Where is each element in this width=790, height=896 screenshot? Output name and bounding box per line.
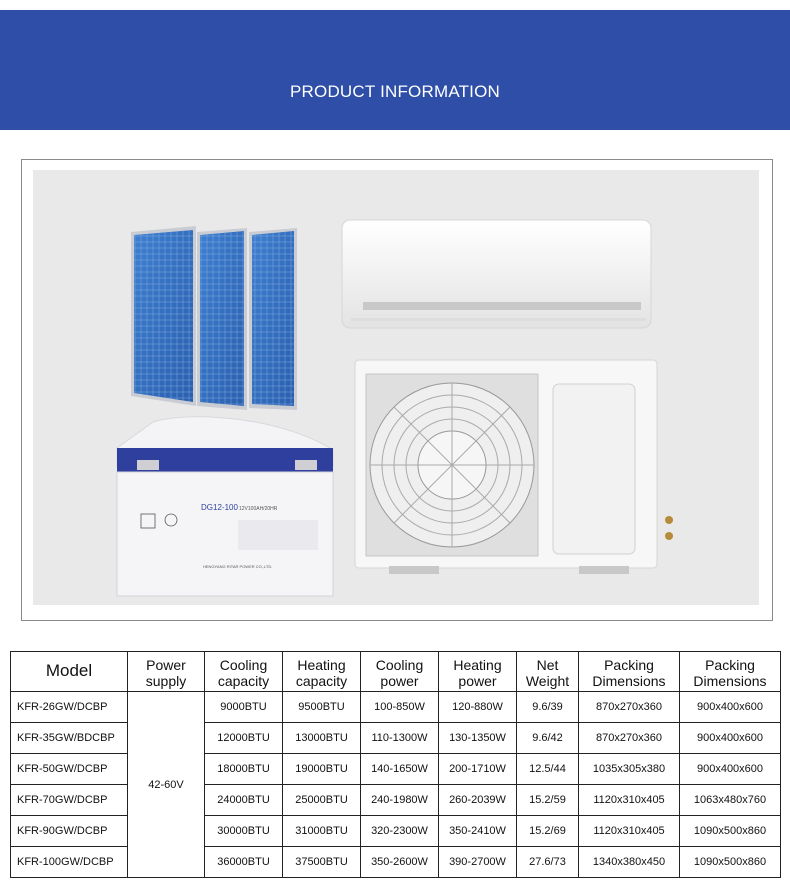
cell-heating-power: 130-1350W (439, 723, 517, 754)
battery-model-label: DG12-100 (201, 503, 238, 512)
cell-packing-2: 1090x500x860 (680, 847, 781, 878)
cell-heating-power: 350-2410W (439, 816, 517, 847)
cell-cooling-power: 350-2600W (361, 847, 439, 878)
cell-packing-2: 900x400x600 (680, 723, 781, 754)
header-heating-power: Heating power (439, 652, 517, 692)
product-photo (33, 170, 759, 605)
cell-cooling-capacity: 12000BTU (205, 723, 283, 754)
cell-packing-2: 900x400x600 (680, 692, 781, 723)
cell-cooling-power: 240-1980W (361, 785, 439, 816)
cell-packing-1: 1340x380x450 (579, 847, 680, 878)
header-banner (0, 10, 790, 130)
cell-cooling-capacity: 18000BTU (205, 754, 283, 785)
cell-model: KFR-26GW/DCBP (11, 692, 128, 723)
page-title: PRODUCT INFORMATION (290, 82, 500, 101)
cell-net-weight: 15.2/59 (517, 785, 579, 816)
cell-heating-capacity: 25000BTU (283, 785, 361, 816)
solar-panel-1 (131, 226, 196, 406)
cell-packing-1: 1120x310x405 (579, 816, 680, 847)
cell-heating-capacity: 9500BTU (283, 692, 361, 723)
battery-maker-label: HENGYANG RITAR POWER CO.,LTD. (203, 564, 273, 569)
cell-model: KFR-70GW/DCBP (11, 785, 128, 816)
cell-cooling-power: 320-2300W (361, 816, 439, 847)
cell-heating-capacity: 13000BTU (283, 723, 361, 754)
cell-net-weight: 15.2/69 (517, 816, 579, 847)
cell-model: KFR-100GW/DCBP (11, 847, 128, 878)
cell-heating-capacity: 31000BTU (283, 816, 361, 847)
cell-net-weight: 27.6/73 (517, 847, 579, 878)
table-row (11, 723, 781, 754)
solar-panel-3 (249, 228, 297, 410)
cell-model: KFR-90GW/DCBP (11, 816, 128, 847)
product-image-frame (21, 159, 773, 621)
battery-rating-label: 12V100AH/20HR (239, 506, 278, 512)
cell-heating-power: 390-2700W (439, 847, 517, 878)
table-header-row (11, 652, 781, 692)
header-model: Model (11, 652, 128, 692)
table-row (11, 692, 781, 723)
cell-cooling-capacity: 30000BTU (205, 816, 283, 847)
cell-heating-capacity: 19000BTU (283, 754, 361, 785)
cell-packing-1: 1120x310x405 (579, 785, 680, 816)
cell-packing-1: 870x270x360 (579, 723, 680, 754)
indoor-ac-unit (342, 220, 651, 328)
cell-packing-1: 1035x305x380 (579, 754, 680, 785)
cell-cooling-capacity: 24000BTU (205, 785, 283, 816)
header-net-weight: Net Weight (517, 652, 579, 692)
cell-power-supply: 42-60V (128, 692, 205, 878)
header-packing-dimensions-1: Packing Dimensions (579, 652, 680, 692)
cell-packing-2: 1063x480x760 (680, 785, 781, 816)
cell-heating-power: 260-2039W (439, 785, 517, 816)
cell-net-weight: 12.5/44 (517, 754, 579, 785)
cell-cooling-power: 100-850W (361, 692, 439, 723)
table-row (11, 847, 781, 878)
spec-table (10, 651, 781, 878)
battery (117, 417, 333, 596)
cell-cooling-capacity: 9000BTU (205, 692, 283, 723)
cell-net-weight: 9.6/42 (517, 723, 579, 754)
cell-model: KFR-50GW/DCBP (11, 754, 128, 785)
cell-packing-2: 1090x500x860 (680, 816, 781, 847)
cell-net-weight: 9.6/39 (517, 692, 579, 723)
cell-heating-power: 200-1710W (439, 754, 517, 785)
cell-model: KFR-35GW/BDCBP (11, 723, 128, 754)
cell-packing-2: 900x400x600 (680, 754, 781, 785)
outdoor-ac-unit (355, 360, 673, 574)
table-row (11, 785, 781, 816)
cell-cooling-power: 140-1650W (361, 754, 439, 785)
header-cooling-power: Cooling power (361, 652, 439, 692)
header-cooling-capacity: Cooling capacity (205, 652, 283, 692)
cell-heating-power: 120-880W (439, 692, 517, 723)
cell-packing-1: 870x270x360 (579, 692, 680, 723)
header-heating-capacity: Heating capacity (283, 652, 361, 692)
header-packing-dimensions-2: Packing Dimensions (680, 652, 781, 692)
cell-cooling-power: 110-1300W (361, 723, 439, 754)
header-power-supply: Power supply (128, 652, 205, 692)
solar-panel-2 (197, 228, 247, 410)
product-illustration (33, 170, 759, 605)
cell-cooling-capacity: 36000BTU (205, 847, 283, 878)
cell-heating-capacity: 37500BTU (283, 847, 361, 878)
table-row (11, 754, 781, 785)
table-row (11, 816, 781, 847)
